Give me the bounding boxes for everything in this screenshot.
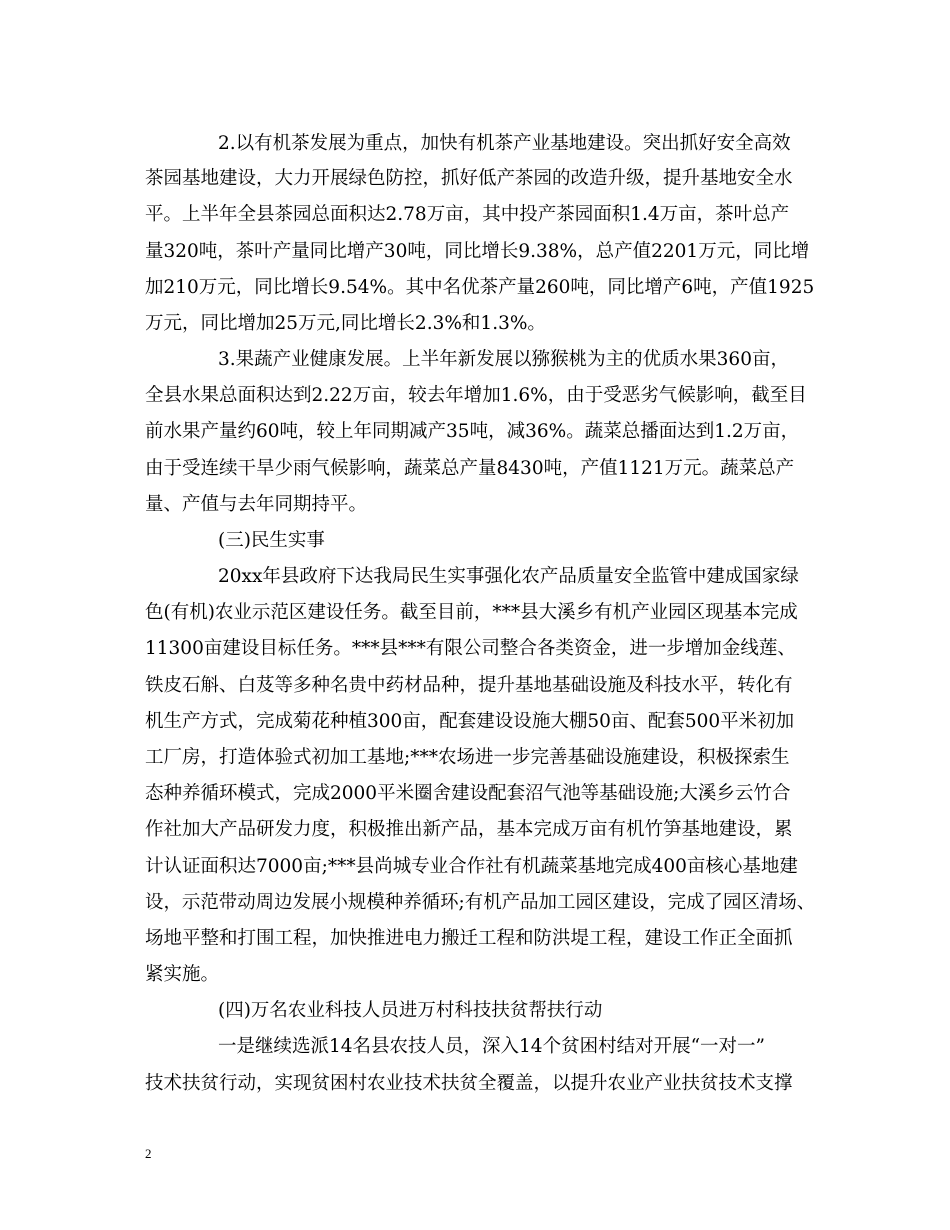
paragraph-line: 紧实施。 — [145, 964, 220, 985]
paragraph-line: 平。上半年全县茶园总面积达2.78万亩，其中投产茶园面积1.4万亩，茶叶总产 — [145, 204, 790, 225]
paragraph-line: 2.以有机茶发展为重点，加快有机茶产业基地建设。突出抓好安全高效 — [218, 133, 791, 154]
paragraph-line: 态种养循环模式，完成2000平米圈舍建设配套沼气池等基础设施;大溪乡云竹合 — [145, 783, 791, 804]
paragraph-line: 色(有机)农业示范区建设任务。截至目前，***县大溪乡有机产业园区现基本完成 — [145, 602, 798, 623]
paragraph-line: 场地平整和打围工程，加快推进电力搬迁工程和防洪堤工程，建设工作正全面抓 — [145, 928, 793, 949]
page-number: 2 — [145, 1146, 152, 1161]
paragraph-line: 万元，同比增加25万元,同比增长2.3%和1.3%。 — [145, 313, 546, 334]
paragraph-line: 加210万元，同比增长9.54%。其中名优茶产量260吨，同比增产6吨，产值1925 — [145, 277, 815, 298]
paragraph-line: 20xx年县政府下达我局民生实事强化农产品质量安全监管中建成国家绿 — [218, 566, 799, 587]
paragraph-line: 前水果产量约60吨，较上年同期减产35吨，减36%。蔬菜总播面达到1.2万亩， — [145, 421, 800, 442]
paragraph-line: 3.果蔬产业健康发展。上半年新发展以猕猴桃为主的优质水果360亩， — [218, 349, 789, 370]
paragraph-line: 铁皮石斛、白芨等多种名贵中药材品种，提升基地基础设施及科技水平，转化有 — [145, 675, 793, 696]
paragraph-line: 设，示范带动周边发展小规模种养循环;有机产品加工园区建设，完成了园区清场、 — [145, 892, 816, 913]
paragraph-line: 由于受连续干旱少雨气候影响，蔬菜总产量8430吨，产值1121万元。蔬菜总产 — [145, 458, 795, 479]
paragraph-line: 茶园基地建设，大力开展绿色防控，抓好低产茶园的改造升级，提升基地安全水 — [145, 168, 793, 189]
section-heading: (四)万名农业科技人员进万村科技扶贫帮扶行动 — [218, 1000, 603, 1021]
paragraph-line: 计认证面积达7000亩;***县尚城专业合作社有机蔬菜基地完成400亩核心基地建 — [145, 856, 798, 877]
paragraph-line: 11300亩建设目标任务。***县***有限公司整合各类资金，进一步增加金线莲、 — [145, 638, 796, 659]
paragraph-line: 技术扶贫行动，实现贫困村农业技术扶贫全覆盖，以提升农业产业扶贫技术支撑 — [145, 1073, 793, 1094]
paragraph-line: 一是继续选派14名县农技人员，深入14个贫困村结对开展“一对一” — [218, 1036, 765, 1057]
paragraph-line: 机生产方式，完成菊花种植300亩，配套建设设施大棚50亩、配套500平米初加 — [145, 711, 795, 732]
section-heading: (三)民生实事 — [218, 530, 325, 551]
paragraph-line: 量、产值与去年同期持平。 — [145, 494, 368, 515]
paragraph-line: 量320吨，茶叶产量同比增产30吨，同比增长9.38%，总产值2201万元，同比增 — [145, 241, 810, 262]
paragraph-line: 作社加大产品研发力度，积极推出新产品，基本完成万亩有机竹笋基地建设，累 — [145, 819, 793, 840]
paragraph-line: 全县水果总面积达到2.22万亩，较去年增加1.6%，由于受恶劣气候影响，截至目 — [145, 385, 807, 406]
paragraph-line: 工厂房，打造体验式初加工基地;***农场进一步完善基础设施建设，积极探索生 — [145, 747, 790, 768]
